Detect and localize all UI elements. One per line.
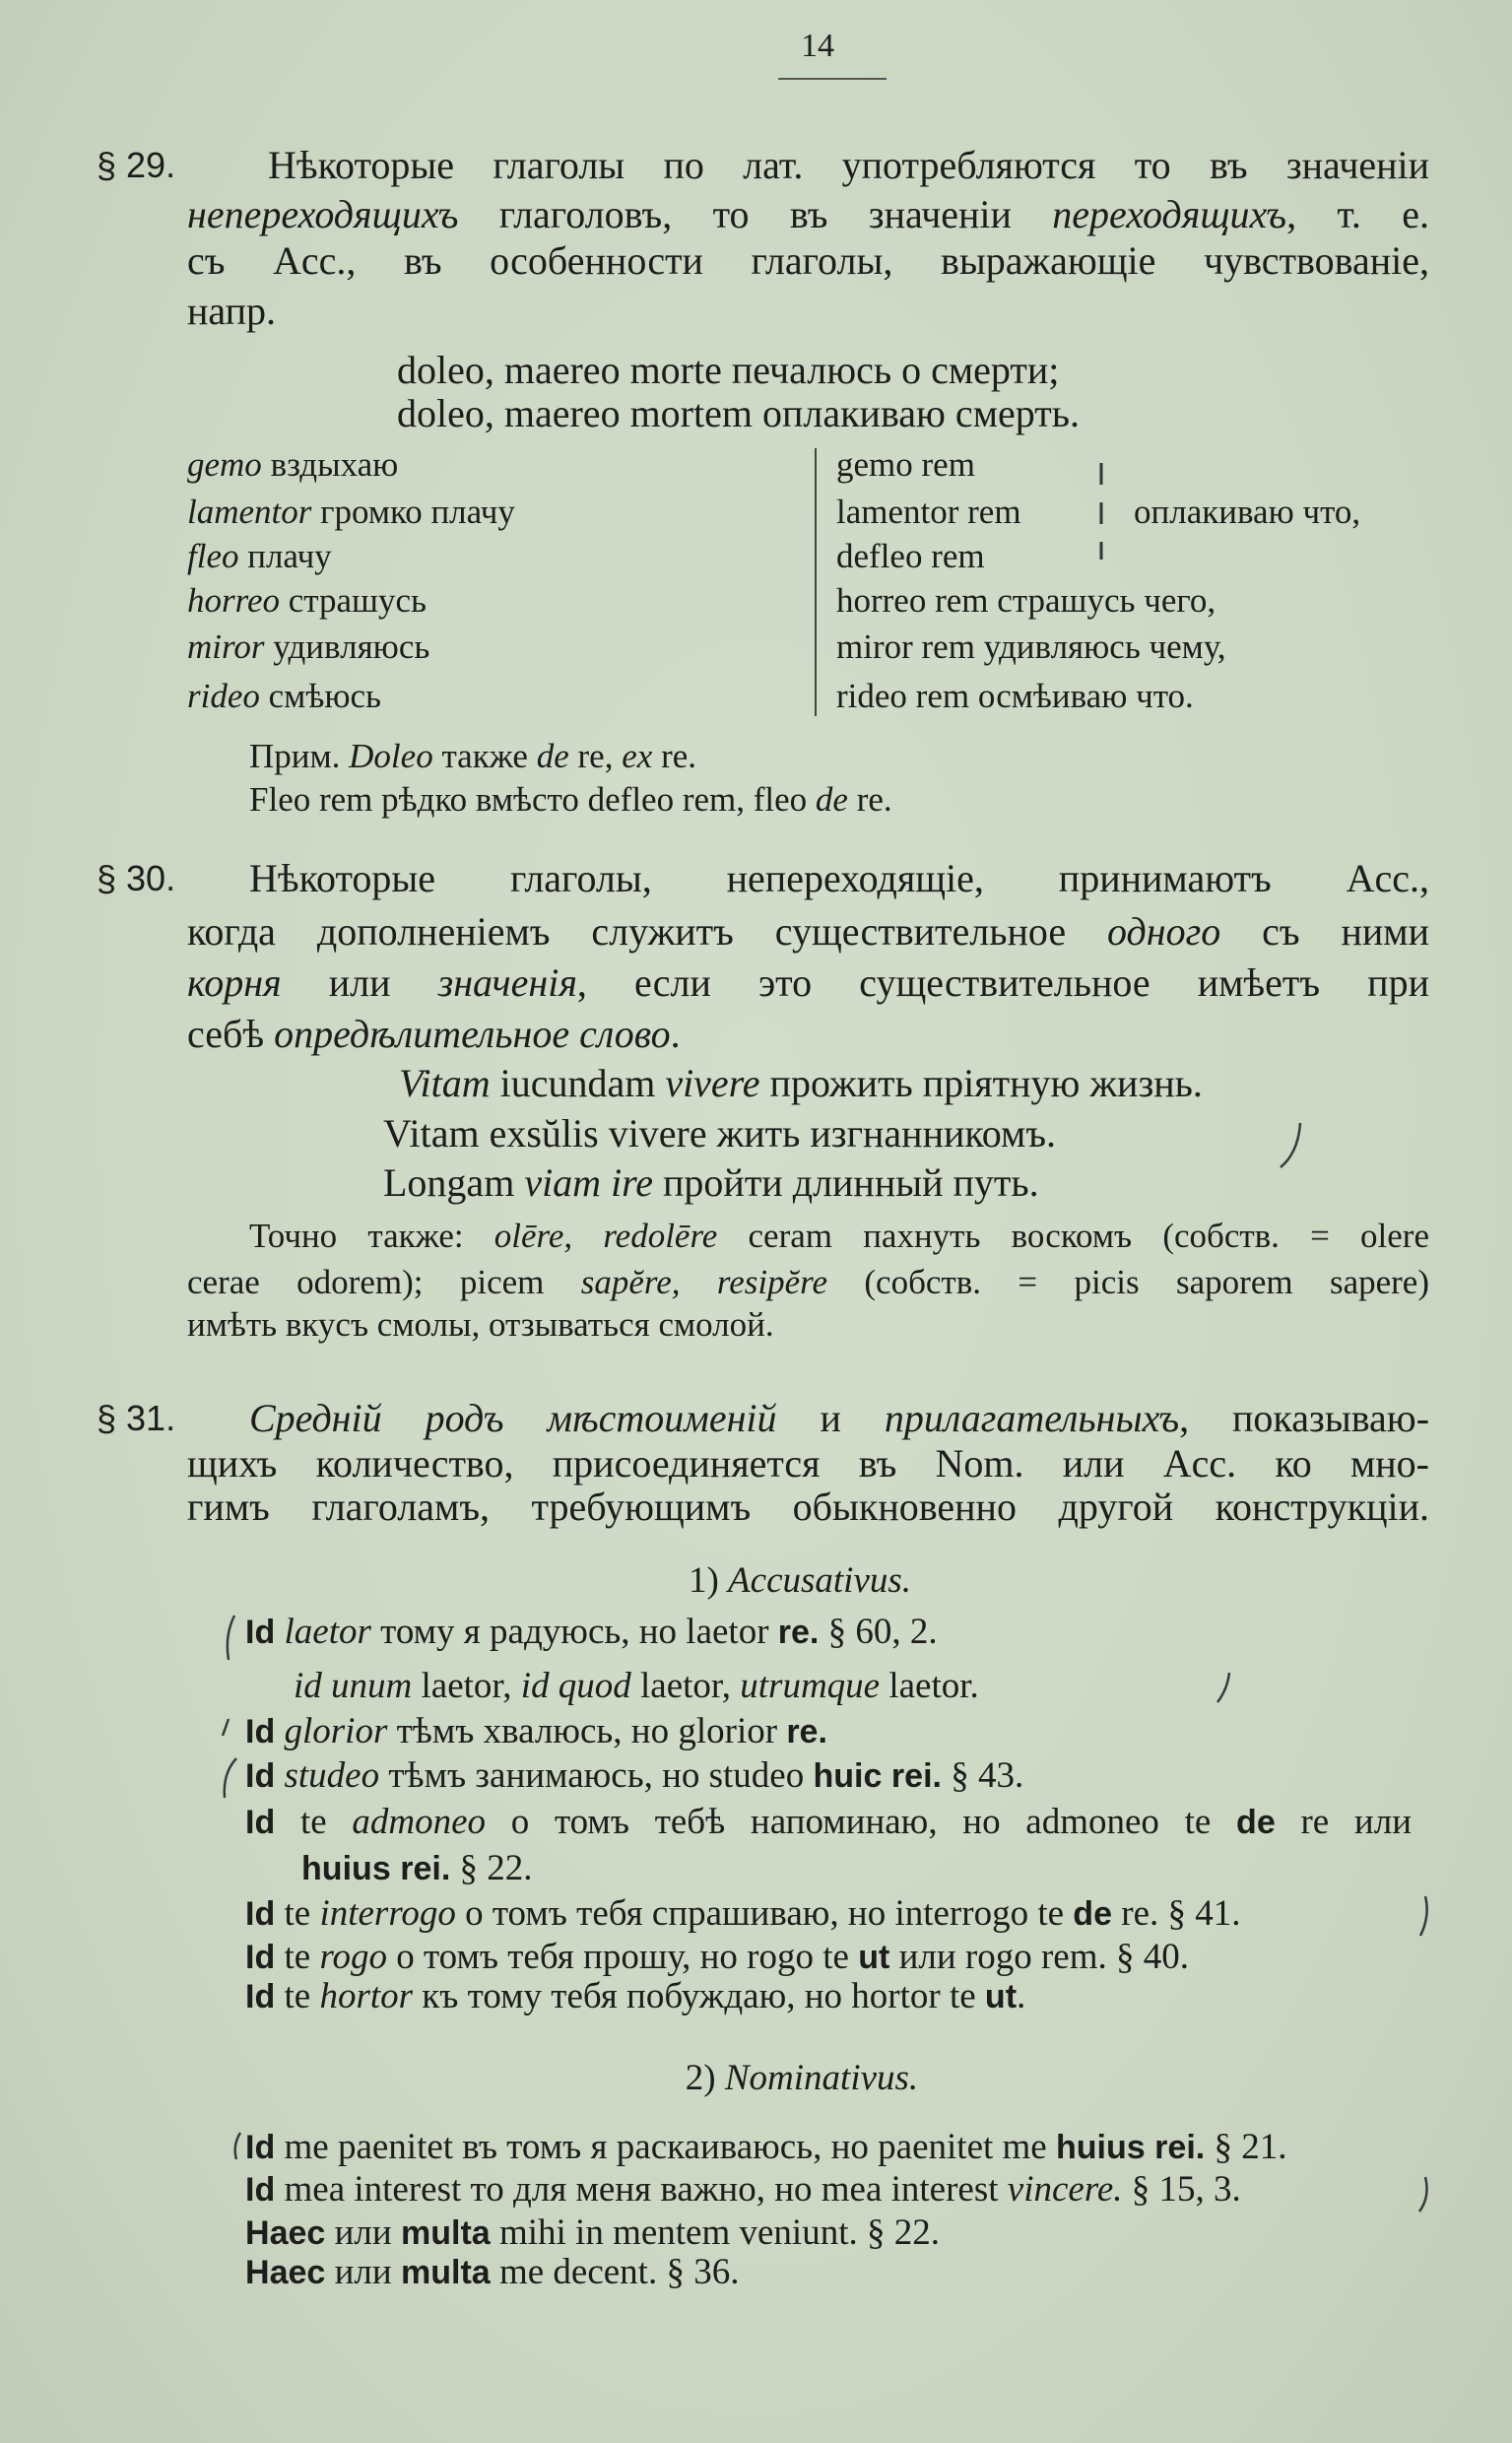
bold-text: huius rei. (301, 1850, 451, 1887)
text-run: me paenitet въ томъ я раскаиваюсь, но paenitet me (275, 2127, 1056, 2167)
text-run: lamentor rem (836, 493, 1021, 531)
text-run: Vitam exsŭlis vivere жить изгнанникомъ. (383, 1111, 1057, 1155)
text-run: iucundam (490, 1061, 666, 1105)
text-run: пройти длинный путь. (653, 1160, 1039, 1205)
text-run: также (432, 737, 537, 775)
subheading-accusativus (603, 1556, 997, 1606)
text-run: Нѣкоторые глаголы, непереходящiе, принимаютъ Acc., (249, 856, 1429, 900)
italic-text: rogo (319, 1937, 387, 1977)
paragraph-line (187, 236, 1429, 286)
text-run: тѣмъ занимаюсь, но studeo (379, 1755, 814, 1796)
text-run: или (325, 2212, 401, 2253)
brace-note (1134, 488, 1360, 537)
italic-text: id unum (294, 1666, 413, 1706)
bold-text: huius rei. (1055, 2129, 1206, 2166)
text-run: doleo, maereo mortem оплакиваю смерть. (397, 391, 1080, 435)
text-run: плачу (238, 537, 332, 575)
text-run: , показываю- (1179, 1396, 1429, 1440)
bold-text: Id (245, 1804, 276, 1841)
text-run: § 21. (1205, 2127, 1287, 2167)
text-run: удивляюсь (264, 627, 430, 666)
italic-text: horreo (187, 581, 280, 620)
example-line (245, 2248, 739, 2297)
text-run (275, 1711, 284, 1751)
paragraph-line (187, 287, 276, 336)
text-run: , т. е. (1286, 192, 1429, 236)
note-line (249, 1212, 1429, 1261)
text-run: rideo rem осмѣиваю что. (836, 677, 1194, 715)
section-label-31: § 31. (97, 1398, 176, 1438)
text-run: смѣюсь (259, 677, 381, 715)
text-run: о томъ тебя спрашиваю, но interrogo te (455, 1893, 1074, 1934)
bold-text: Haec (245, 2214, 326, 2252)
italic-text: непереходящихъ (187, 192, 459, 236)
italic-text: lamentor (187, 493, 312, 531)
italic-text: Accusativus. (728, 1560, 912, 1601)
italic-text: miror (187, 627, 265, 666)
subheading-nominativus (605, 2054, 999, 2103)
italic-text: корня (187, 960, 282, 1005)
text-run: Нѣкоторые глаголы по лат. употребляются то въ значенiи (268, 143, 1429, 187)
text-run: тому я радуюсь, но laetor (370, 1612, 778, 1652)
example-line (245, 1608, 938, 1657)
text-run (275, 1755, 284, 1796)
italic-text: id quod (520, 1666, 631, 1706)
table-divider (815, 448, 817, 716)
text-run: Longam (383, 1160, 525, 1205)
text-run: напр. (187, 289, 277, 333)
text-run: о томъ тебѣ напоминаю, но admoneo te (486, 1802, 1237, 1842)
table-right-cell (836, 532, 985, 581)
text-run: me decent. § 36. (490, 2252, 740, 2292)
italic-text: опредѣлительное слово (274, 1012, 671, 1056)
text-run: себѣ (187, 1012, 275, 1056)
text-run: laetor, (630, 1666, 741, 1706)
bold-text: Id (245, 2129, 276, 2166)
text-run: , если это существительное имѣетъ при (576, 960, 1429, 1005)
table-left-cell (187, 488, 515, 537)
text-run: Fleo rem рѣдко вмѣсто defleo rem, fleo (249, 780, 816, 819)
example-line (301, 1844, 533, 1893)
text-run: прожить прiятную жизнь. (759, 1061, 1203, 1105)
text-run: horreo rem страшусь чего, (836, 581, 1216, 620)
text-run: оплакиваю что, (1134, 493, 1361, 531)
italic-text: olēre, redolēre (493, 1217, 718, 1255)
text-run: глаголовъ, то въ значенiи (458, 192, 1053, 236)
note-line (249, 775, 892, 825)
text-run: doleo, maereo morte печалюсь о смерти; (397, 348, 1060, 392)
table-right-cell (836, 623, 1226, 672)
text-run: laetor. (880, 1666, 979, 1706)
paragraph-line (187, 190, 1429, 239)
italic-text: Средній родъ мѣстоименій (249, 1396, 777, 1440)
text-run: te (275, 1802, 353, 1842)
table-right-cell (836, 488, 1021, 537)
italic-text: Nominativus. (724, 2058, 919, 2098)
example-line (399, 1059, 1203, 1108)
italic-text: vivere (665, 1061, 760, 1105)
text-run: miror rem удивляюсь чему, (836, 627, 1226, 666)
bold-text: Id (245, 1978, 276, 2015)
italic-text: fleo (187, 537, 239, 575)
bold-text: multa (400, 2214, 491, 2252)
text-run: laetor, (412, 1666, 521, 1706)
paragraph-line (187, 1483, 1429, 1532)
table-right-cell (836, 440, 975, 490)
text-run: имѣть вкусъ смолы, отзываться смолой. (187, 1305, 774, 1344)
italic-text: admoneo (352, 1802, 487, 1842)
text-run: гимъ глаголамъ, требующимъ обыкновенно другой конструкцiи. (187, 1485, 1429, 1529)
paragraph-line (268, 141, 1429, 190)
bold-text: re. (777, 1614, 820, 1651)
bold-text: huic rei. (813, 1757, 942, 1795)
text-run: или rogo rem. § 40. (889, 1937, 1189, 1977)
text-run: . (670, 1012, 681, 1056)
text-run: te (275, 1893, 320, 1934)
text-run: щихъ количество, присоединяется въ Nom. или Acc. ко мно- (187, 1441, 1429, 1486)
italic-text: Doleo (349, 737, 433, 775)
text-run: § 43. (941, 1755, 1024, 1796)
table-left-cell (187, 440, 398, 490)
italic-text: ex (622, 737, 653, 775)
text-run: te (275, 1937, 320, 1977)
example-line (383, 1158, 1039, 1208)
bold-text: re. (786, 1713, 827, 1750)
italic-text: vincere. (1007, 2169, 1123, 2210)
table-left-cell (187, 532, 332, 581)
text-run: 1) (688, 1560, 729, 1601)
text-run: § 15, 3. (1122, 2169, 1241, 2210)
page-number: 14 (801, 28, 834, 64)
section-label-30: § 30. (97, 858, 176, 898)
italic-text: laetor (284, 1612, 371, 1652)
text-run: cerae odorem); picem (187, 1263, 581, 1301)
paragraph-line (249, 854, 1429, 903)
italic-text: одного (1107, 909, 1221, 954)
text-run: . (1017, 1976, 1026, 2016)
bold-text: Id (245, 2171, 276, 2209)
example-line (245, 2165, 1241, 2214)
example-line (245, 1798, 1412, 1847)
italic-text: sapĕre, resipĕre (580, 1263, 828, 1301)
italic-text: rideo (187, 677, 260, 715)
bold-text: Id (245, 1939, 276, 1976)
note-line (187, 1300, 774, 1350)
bold-text: ut (858, 1939, 890, 1976)
table-left-cell (187, 576, 427, 626)
italic-text: прилагательныхъ (884, 1396, 1180, 1440)
text-run: § 60, 2. (819, 1612, 938, 1652)
paragraph-line (249, 1394, 1429, 1443)
text-run: re. (847, 780, 892, 819)
italic-text: Vitam (399, 1061, 491, 1105)
example-line (245, 1889, 1241, 1939)
italic-text: viam ire (524, 1160, 654, 1205)
italic-text: de (536, 737, 569, 775)
example-line (397, 389, 1080, 438)
bold-text: multa (400, 2254, 491, 2291)
italic-text: переходящихъ (1052, 192, 1287, 236)
italic-text: de (815, 780, 848, 819)
bold-text: Id (245, 1757, 276, 1795)
header-rule (778, 78, 887, 80)
text-run: съ ними (1220, 909, 1429, 954)
text-run: mea interest то для меня важно, но mea interest (275, 2169, 1008, 2210)
text-run: о томъ тебя прошу, но rogo te (386, 1937, 859, 1977)
text-run: (собств. = picis saporem sapere) (827, 1263, 1429, 1301)
text-run: mihi in mentem veniunt. § 22. (490, 2212, 940, 2253)
italic-text: glorior (284, 1711, 388, 1751)
italic-text: значенiя (437, 960, 577, 1005)
text-run: съ Acc., въ особенности глаголы, выражающiе чувствованiе, (187, 238, 1429, 283)
text-run: или (325, 2252, 401, 2292)
paragraph-line (187, 1439, 1429, 1488)
bold-text: Id (245, 1713, 276, 1750)
table-right-cell (836, 672, 1194, 721)
table-left-cell (187, 623, 429, 672)
example-line (245, 1751, 1023, 1801)
italic-text: gemo (187, 445, 262, 484)
bold-text: ut (984, 1978, 1018, 2015)
paragraph-line (187, 958, 1429, 1008)
table-left-cell (187, 672, 381, 721)
text-run: страшусь (279, 581, 427, 620)
italic-text: interrogo (319, 1893, 456, 1934)
text-run: вздыхаю (261, 445, 399, 484)
text-run: re. (652, 737, 697, 775)
text-run: defleo rem (836, 537, 985, 575)
text-run: или (281, 960, 438, 1005)
text-run: gemo rem (836, 445, 975, 484)
example-line (245, 1707, 827, 1756)
text-run: когда дополненiемъ служитъ существительное (187, 909, 1108, 954)
example-line (245, 1972, 1025, 2021)
text-run: тѣмъ хвалюсь, но glorior (387, 1711, 787, 1751)
example-line (294, 1662, 979, 1711)
text-run (275, 1612, 284, 1652)
example-line (397, 346, 1059, 395)
text-run: къ тому тебя побуждаю, но hortor te (413, 1976, 985, 2016)
example-line (383, 1109, 1056, 1158)
bold-text: de (1236, 1804, 1276, 1841)
table-right-cell (836, 576, 1216, 626)
text-run: громко плачу (311, 493, 515, 531)
text-run: ceram пахнуть воскомъ (собств. = olere (717, 1217, 1429, 1255)
bold-text: de (1073, 1895, 1112, 1933)
bold-text: Haec (245, 2254, 326, 2291)
paragraph-line (187, 907, 1429, 957)
text-run: и (776, 1396, 885, 1440)
text-run: 2) (685, 2058, 725, 2098)
italic-text: hortor (319, 1976, 414, 2016)
italic-text: studeo (284, 1755, 380, 1796)
text-run: re, (568, 737, 623, 775)
text-run: re. § 41. (1112, 1893, 1241, 1934)
note-line (249, 732, 696, 781)
text-run: re или (1275, 1802, 1412, 1842)
text-run: § 22. (450, 1848, 533, 1888)
paragraph-line (187, 1010, 681, 1059)
text-run: Точно также: (249, 1217, 494, 1255)
text-run: Прим. (249, 737, 350, 775)
bold-text: Id (245, 1895, 276, 1933)
text-run: te (275, 1976, 320, 2016)
section-label-29: § 29. (97, 145, 176, 185)
bold-text: Id (245, 1614, 276, 1651)
italic-text: utrumque (740, 1666, 881, 1706)
